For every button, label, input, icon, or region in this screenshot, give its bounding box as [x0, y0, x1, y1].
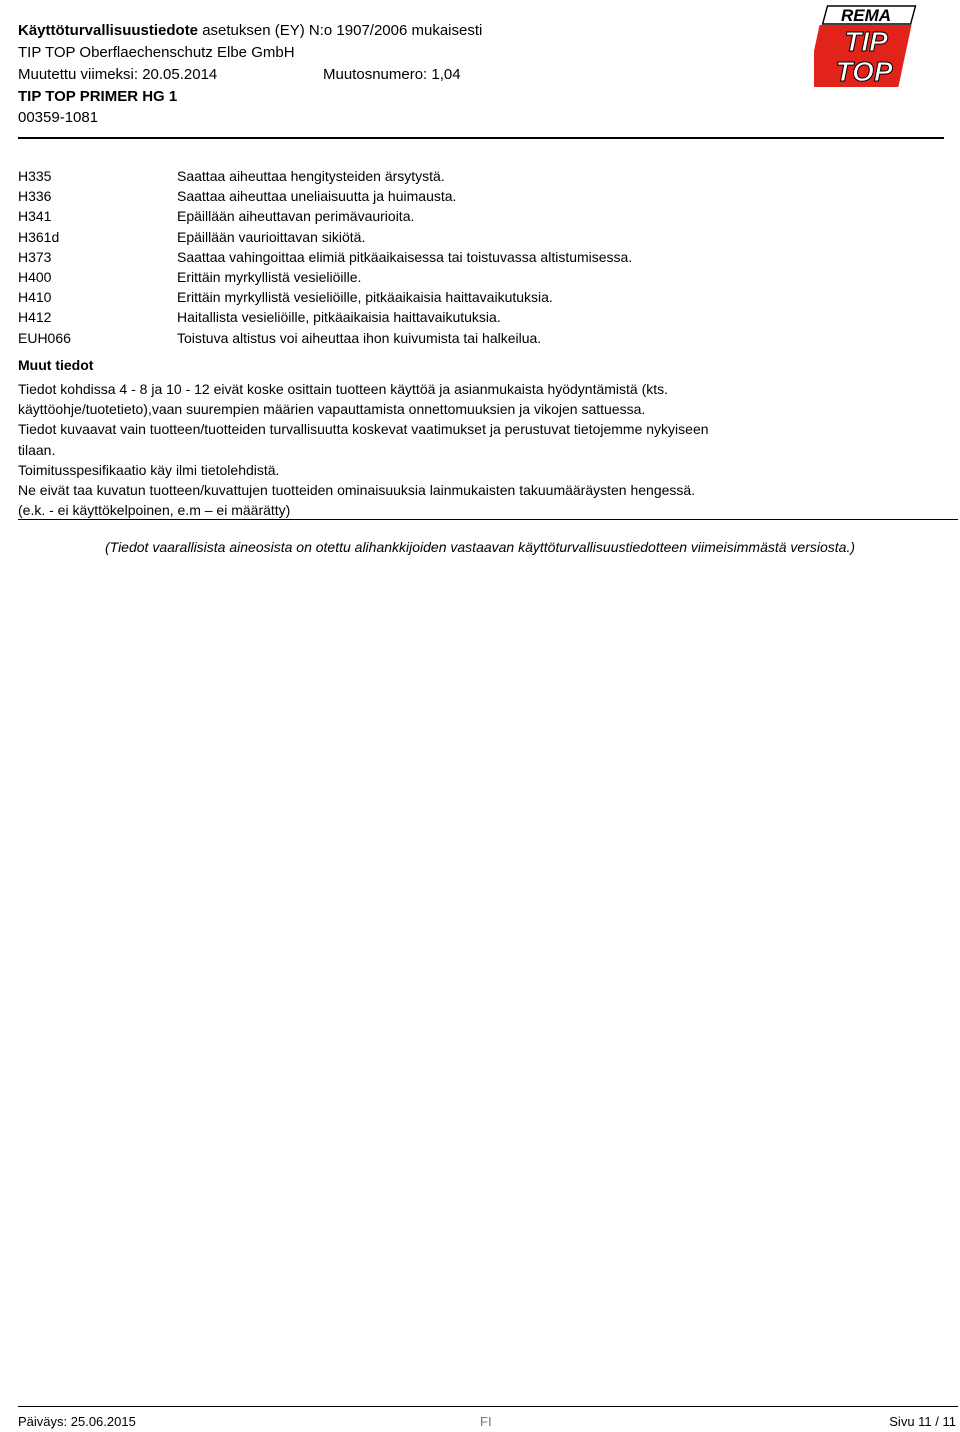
logo-top-text: TOP — [835, 56, 893, 87]
footer-date: Päiväys: 25.06.2015 — [18, 1414, 136, 1429]
other-information-line: Ne eivät taa kuvatun tuotteen/kuvattujen tuotteiden ominaisuuksia lainmukaisten takuumääräysten hengessä. — [18, 482, 696, 499]
other-information-title: Muut tiedot — [18, 357, 94, 373]
hazard-code: H373 — [18, 248, 52, 265]
hazard-statement-row — [18, 307, 938, 327]
hazard-text: Toistuva altistus voi aiheuttaa ihon kuivumista tai halkeilua. — [177, 329, 542, 346]
hazard-statement-row — [18, 166, 938, 186]
other-information-line: Tiedot kohdissa 4 - 8 ja 10 - 12 eivät koske osittain tuotteen käyttöä ja asianmukaista hyödyntämistä (kts. — [18, 381, 669, 397]
product-name: TIP TOP PRIMER HG 1 — [18, 88, 178, 105]
header-divider — [18, 137, 944, 139]
hazard-statement-row — [18, 247, 938, 267]
hazard-text: Epäillään aiheuttavan perimävaurioita. — [177, 208, 415, 225]
hazard-text: Erittäin myrkyllistä vesieliöille, pitkäaikaisia haittavaikutuksia. — [177, 289, 553, 306]
revision-info — [18, 65, 461, 85]
other-information-line: tilaan. — [18, 441, 56, 458]
document-title — [18, 21, 482, 41]
footer-page-number: Sivu 11 / 11 — [889, 1414, 956, 1429]
hazard-code: H336 — [18, 188, 52, 205]
hazard-code: H412 — [18, 309, 52, 326]
other-information-line: (e.k. - ei käyttökelpoinen, e.m – ei määrätty) — [18, 502, 291, 519]
hazard-statement-row — [18, 186, 938, 206]
company-name: TIP TOP Oberflaechenschutz Elbe GmbH — [18, 44, 295, 61]
title-bold: Käyttöturvallisuustiedote — [18, 22, 199, 39]
rema-tip-top-logo — [814, 4, 918, 88]
logo-tip-text: TIP — [844, 26, 888, 57]
modified-date: Muutettu viimeksi: 20.05.2014 — [18, 66, 218, 83]
title-regulation: asetuksen (EY) N:o 1907/2006 mukaisesti — [202, 22, 483, 39]
page-footer — [18, 1413, 956, 1431]
hazard-text: Haitallista vesieliöille, pitkäaikaisia haittavaikutuksia. — [177, 309, 501, 326]
other-information-section — [18, 355, 918, 520]
hazard-statement-list — [18, 166, 938, 348]
hazard-statement-row — [18, 267, 938, 287]
document-header — [18, 0, 948, 140]
hazard-statement-row — [18, 287, 938, 307]
product-code: 00359-1081 — [18, 109, 99, 126]
section-divider — [18, 519, 958, 520]
other-information-line: Tiedot kuvaavat vain tuotteen/tuotteiden turvallisuutta koskevat vaatimukset ja perustuvat tietojemme nykyiseen — [18, 421, 709, 438]
hazard-statement-row — [18, 227, 938, 247]
hazard-text: Saattaa aiheuttaa uneliaisuutta ja huimausta. — [177, 188, 457, 205]
hazard-text: Saattaa vahingoittaa elimiä pitkäaikaisessa tai toistuvassa altistumisessa. — [177, 248, 633, 265]
revision-number: Muutosnumero: 1,04 — [323, 66, 461, 83]
hazard-code: H361d — [18, 228, 60, 245]
other-information-line: Toimitusspesifikaatio käy ilmi tietolehdistä. — [18, 461, 280, 478]
hazard-text: Erittäin myrkyllistä vesieliöille. — [177, 268, 362, 285]
logo-rema-text: REMA — [840, 6, 892, 25]
other-information-text — [18, 379, 918, 520]
hazard-code: EUH066 — [18, 329, 71, 346]
hazard-code: H341 — [18, 208, 52, 225]
hazard-code: H410 — [18, 289, 52, 306]
hazard-statement-row — [18, 328, 938, 348]
hazard-code: H335 — [18, 168, 52, 184]
source-note: (Tiedot vaarallisista aineosista on otettu alihankkijoiden vastaavan käyttöturvallisuustiedotteen viimeisimmästä versiosta.) — [104, 539, 856, 555]
footer-divider — [18, 1406, 958, 1407]
footer-language: FI — [480, 1414, 492, 1429]
hazard-text: Epäillään vaurioittavan sikiötä. — [177, 228, 366, 245]
hazard-text: Saattaa aiheuttaa hengitysteiden ärsytystä. — [177, 168, 445, 184]
hazard-code: H400 — [18, 268, 52, 285]
other-information-line: käyttöohje/tuotetieto),vaan suurempien määrien vapauttamista onnettomuuksien ja vikojen sattuessa. — [18, 401, 646, 418]
hazard-statement-row — [18, 206, 938, 226]
